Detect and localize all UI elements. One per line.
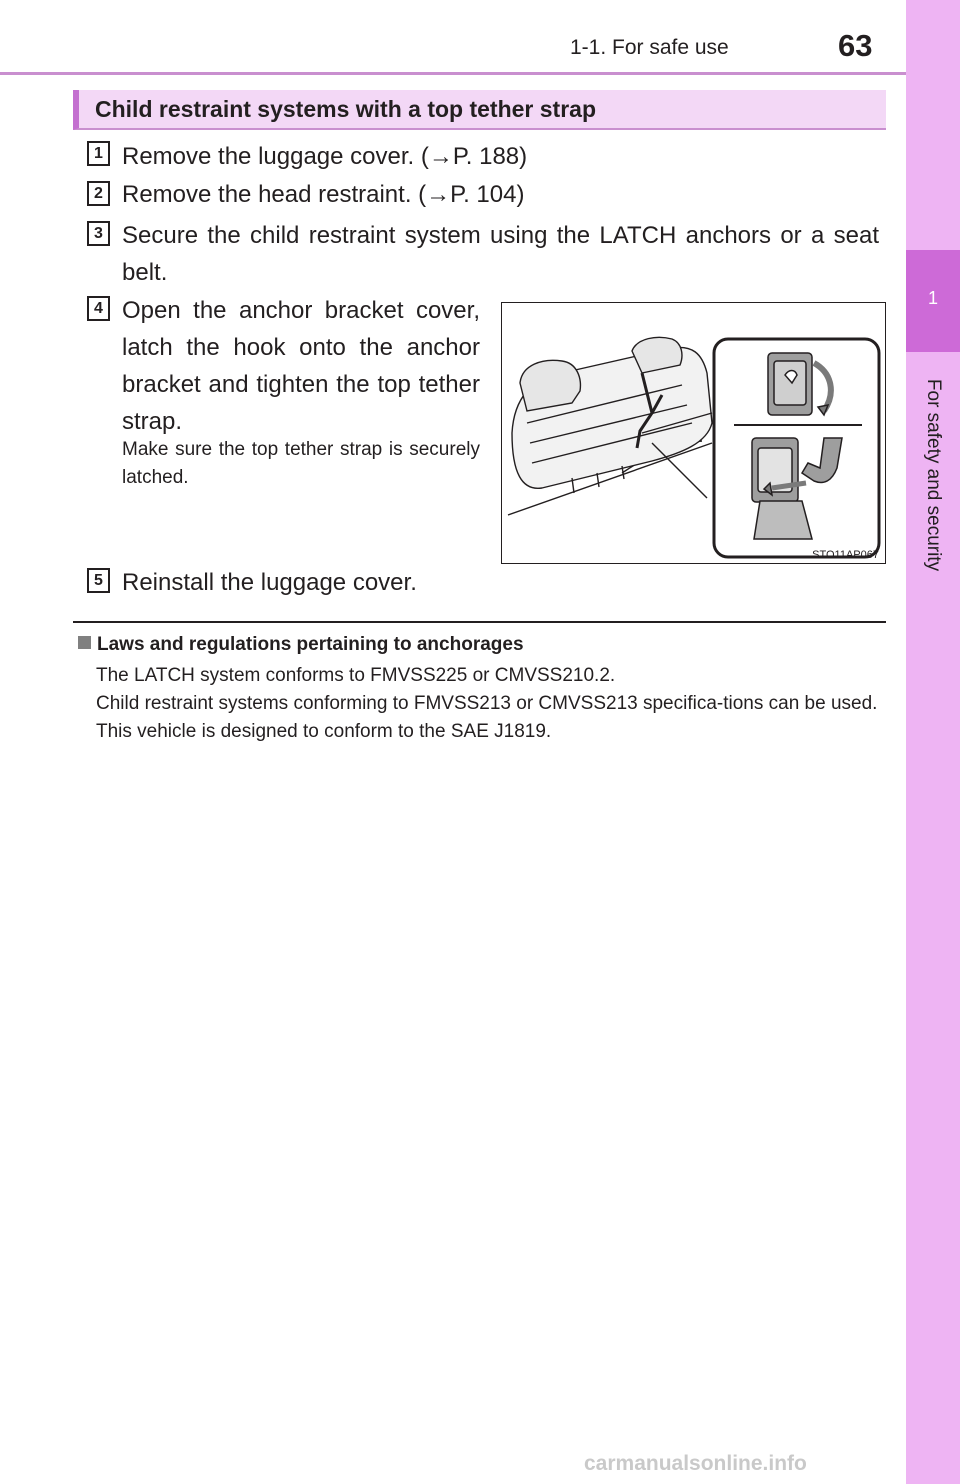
step-number-4: 4 [87, 296, 110, 321]
laws-line-3: This vehicle is designed to conform to the SAE J1819. [96, 721, 552, 742]
step-text-5: Reinstall the luggage cover. [122, 569, 417, 596]
step-text-2: Remove the head restraint. (→P. 104) [122, 181, 525, 208]
laws-line-1: The LATCH system conforms to FMVSS225 or CMVSS210.2. [96, 665, 616, 686]
seat-anchor-diagram [502, 303, 885, 563]
laws-heading-text: Laws and regulations pertaining to anchorages [97, 634, 524, 655]
chapter-title: For safety and security [923, 378, 944, 572]
chapter-side-bar [906, 0, 960, 1484]
laws-heading [78, 634, 524, 656]
step-text-4: Open the anchor bracket cover, latch the hook onto the anchor bracket and tighten the top tether strap. [122, 297, 480, 435]
laws-body [96, 662, 882, 746]
header-rule [0, 72, 906, 75]
page-number: 63 [838, 28, 873, 63]
step-text-1: Remove the luggage cover. (→P. 188) [122, 143, 528, 170]
chapter-number: 1 [927, 288, 938, 308]
step-text-3: Secure the child restraint system using the LATCH anchors or a seat belt. [122, 222, 879, 286]
step-number-3: 3 [87, 221, 110, 246]
figure-caption: STO11AP067 [812, 549, 879, 561]
anchor-bracket-illustration [501, 302, 886, 564]
site-watermark: carmanualsonline.info [584, 1452, 807, 1475]
section-divider [73, 621, 886, 623]
step-number-1: 1 [87, 141, 110, 166]
section-title: Child restraint systems with a top tether strap [95, 96, 597, 122]
step-4-note: Make sure the top tether strap is securely latched. [122, 439, 480, 488]
section-heading [73, 90, 886, 130]
step-number-5: 5 [87, 568, 110, 593]
running-header-section: 1-1. For safe use [570, 36, 729, 59]
square-bullet-icon [78, 636, 91, 649]
laws-line-2: Child restraint systems conforming to FMVSS213 or CMVSS213 specifica-tions can be used. [96, 693, 878, 714]
step-number-2: 2 [87, 181, 110, 206]
